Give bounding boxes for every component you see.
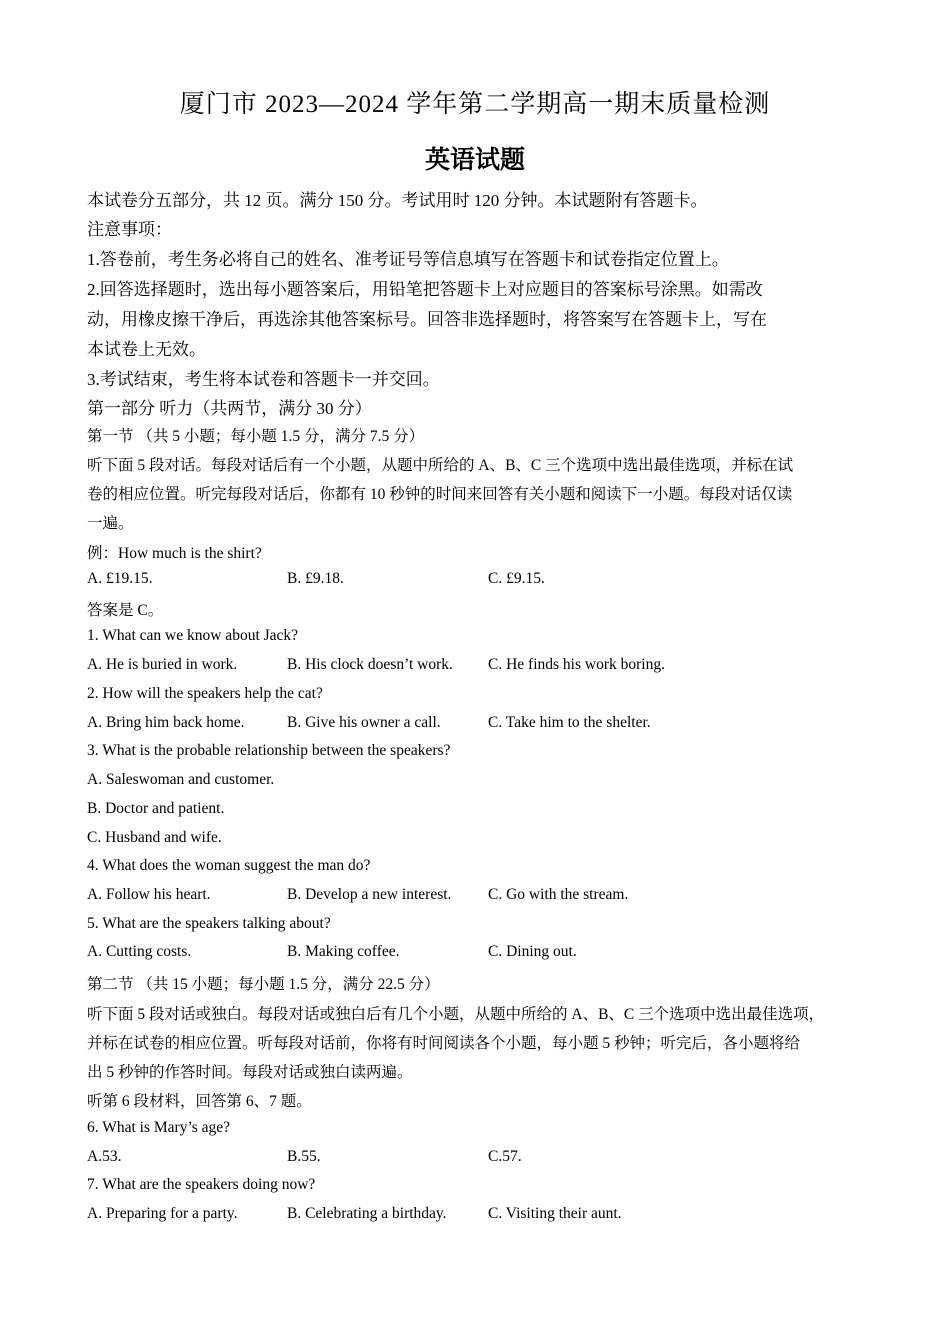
- section1-desc-line-1: 听下面 5 段对话。每段对话后有一个小题，从题中所给的 A、B、C 三个选项中选出最佳选项，并标在试: [87, 457, 794, 474]
- question-1: 1. What can we know about Jack?: [87, 627, 299, 644]
- question-7-option-b: B. Celebrating a birthday.: [287, 1205, 447, 1222]
- note-2-line-3: 本试卷上无效。: [87, 340, 206, 359]
- question-1-option-b: B. His clock doesn’t work.: [287, 656, 453, 673]
- question-4: 4. What does the woman suggest the man do?: [87, 857, 371, 874]
- part1-title: 第一部分 听力（共两节，满分 30 分）: [87, 399, 372, 418]
- question-3-option-a: A. Saleswoman and customer.: [87, 771, 275, 788]
- question-4-option-a: A. Follow his heart.: [87, 886, 211, 903]
- section2-title: 第二节 （共 15 小题；每小题 1.5 分，满分 22.5 分）: [87, 976, 440, 993]
- question-5-option-c: C. Dining out.: [488, 943, 577, 960]
- example-option-b: B. £9.18.: [287, 570, 344, 587]
- example-answer: 答案是 C。: [87, 602, 164, 619]
- question-3: 3. What is the probable relationship between the speakers?: [87, 742, 451, 759]
- question-6-option-b: B.55.: [287, 1148, 321, 1165]
- note-1: 1.答卷前，考生务必将自己的姓名、准考证号等信息填写在答题卡和试卷指定位置上。: [87, 250, 729, 269]
- exam-title: 厦门市 2023—2024 学年第二学期高一期末质量检测: [179, 91, 771, 118]
- intro-text: 本试卷分五部分，共 12 页。满分 150 分。考试用时 120 分钟。本试题附有答题卡。: [87, 191, 708, 210]
- notes-label: 注意事项：: [87, 220, 172, 239]
- material-6-label: 听第 6 段材料，回答第 6、7 题。: [87, 1093, 312, 1110]
- question-5-option-a: A. Cutting costs.: [87, 943, 192, 960]
- question-5-option-b: B. Making coffee.: [287, 943, 400, 960]
- question-4-option-c: C. Go with the stream.: [488, 886, 629, 903]
- question-7-option-a: A. Preparing for a party.: [87, 1205, 238, 1222]
- note-3: 3.考试结束，考生将本试卷和答题卡一并交回。: [87, 370, 440, 389]
- example-option-c: C. £9.15.: [488, 570, 545, 587]
- note-2-line-1: 2.回答选择题时，选出每小题答案后，用铅笔把答题卡上对应题目的答案标号涂黑。如需改: [87, 280, 763, 299]
- question-7-option-c: C. Visiting their aunt.: [488, 1205, 622, 1222]
- question-3-option-c: C. Husband and wife.: [87, 829, 222, 846]
- question-5: 5. What are the speakers talking about?: [87, 915, 331, 932]
- question-6: 6. What is Mary’s age?: [87, 1119, 231, 1136]
- note-2-line-2: 动，用橡皮擦干净后，再选涂其他答案标号。回答非选择题时，将答案写在答题卡上，写在: [87, 310, 767, 329]
- question-6-option-a: A.53.: [87, 1148, 122, 1165]
- question-4-option-b: B. Develop a new interest.: [287, 886, 452, 903]
- section1-title: 第一节 （共 5 小题；每小题 1.5 分，满分 7.5 分）: [87, 428, 425, 445]
- section2-desc-line-3: 出 5 秒钟的作答时间。每段对话或独白读两遍。: [87, 1064, 413, 1081]
- example-option-a: A. £19.15.: [87, 570, 153, 587]
- question-1-option-a: A. He is buried in work.: [87, 656, 238, 673]
- example-question: 例：How much is the shirt?: [87, 545, 262, 562]
- question-2-option-b: B. Give his owner a call.: [287, 714, 441, 731]
- question-2: 2. How will the speakers help the cat?: [87, 685, 323, 702]
- question-3-option-b: B. Doctor and patient.: [87, 800, 225, 817]
- section1-desc-line-2: 卷的相应位置。听完每段对话后，你都有 10 秒钟的时间来回答有关小题和阅读下一小题。每段对话仅读: [87, 486, 793, 503]
- question-2-option-c: C. Take him to the shelter.: [488, 714, 651, 731]
- question-2-option-a: A. Bring him back home.: [87, 714, 245, 731]
- section2-desc-line-1: 听下面 5 段对话或独白。每段对话或独白后有几个小题，从题中所给的 A、B、C 三个选项中选出最佳选项，: [87, 1006, 825, 1023]
- section1-desc-line-3: 一遍。: [87, 515, 134, 532]
- question-6-option-c: C.57.: [488, 1148, 522, 1165]
- question-7: 7. What are the speakers doing now?: [87, 1176, 316, 1193]
- section2-desc-line-2: 并标在试卷的相应位置。听每段对话前，你将有时间阅读各个小题，每小题 5 秒钟；听完后，各小题将给: [87, 1035, 801, 1052]
- exam-subtitle: 英语试题: [424, 147, 525, 174]
- question-1-option-c: C. He finds his work boring.: [488, 656, 665, 673]
